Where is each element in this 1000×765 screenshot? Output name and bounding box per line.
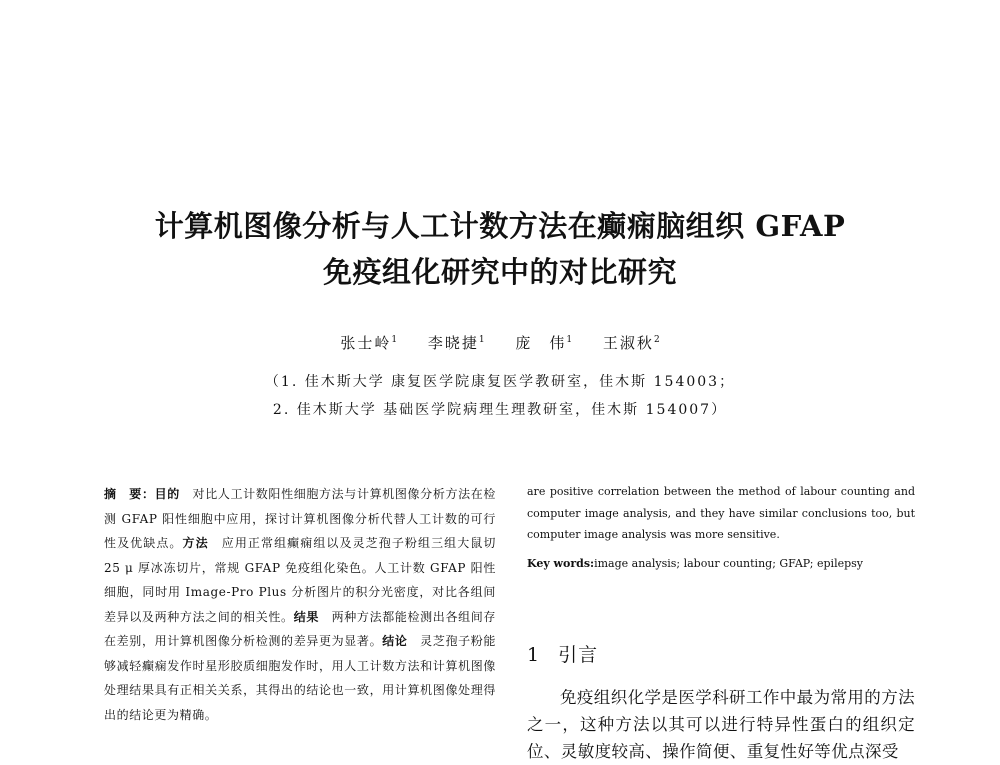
author-name: 王淑秋 (602, 334, 654, 352)
section-number: 1 (527, 644, 541, 666)
conclusion-label: 结论 (382, 634, 408, 648)
section-heading (527, 640, 598, 667)
objective-text: 对比人工计数阳性细胞方法与计算机图像分析方法在检测 GFAP 阳性细胞中应用，探讨计算机图像分析代替人工计数的可行性及优缺点。 (104, 487, 497, 550)
author-name: 庞 伟 (515, 334, 567, 352)
paper-title-line1: 计算机图像分析与人工计数方法在癫痫脑组织 GFAP (154, 209, 846, 243)
author (515, 334, 572, 352)
method-label: 方法 (182, 536, 209, 550)
keywords-text: image analysis; labour counting; GFAP; epilepsy (594, 556, 864, 570)
keywords (527, 553, 915, 575)
author (603, 334, 660, 352)
author-affil-mark: 1 (566, 335, 573, 345)
intro-paragraph: 免疫组织化学是医学科研工作中最为常用的方法之一，这种方法以其可以进行特异性蛋白的组织定位、灵敏度较高、操作简便、重复性好等优点深受 (527, 688, 915, 761)
author-name: 张士岭 (340, 334, 392, 352)
author-affil-mark: 1 (478, 335, 485, 345)
result-text: 两种方法都能检测出各组间存在差别，用计算机图像分析检测的差异更为显著。 (104, 609, 496, 648)
author-affil-mark: 2 (653, 335, 660, 345)
conclusion-text: 灵芝孢子粉能够减轻癫痫发作时星形胶质细胞发作时，用人工计数方法和计算机图像处理结果具有正相关关系，其得出的结论也一致，用计算机图像处理得出的结论更为精确。 (104, 634, 497, 722)
method-text: 应用正常组癫痫组以及灵芝孢子粉组三组大鼠切 25 μ 厚冰冻切片，常规 GFAP 免疫组化染色。人工计数 GFAP 阳性细胞，同时用 Image-Pro Plus 分析图片的积分光密度，对比各组间差异以及两种方法之间的相关性。 (104, 536, 497, 624)
keywords-label: Key words: (527, 556, 595, 570)
affiliation-1: （1. 佳木斯大学 康复医学院康复医学教研室，佳木斯 154003； (264, 374, 736, 390)
objective-label: 目的 (154, 487, 180, 501)
result-label: 结果 (293, 609, 319, 624)
author (340, 334, 397, 352)
author-affil-mark: 1 (391, 335, 398, 345)
chinese-abstract (104, 482, 496, 727)
english-abstract-tail: are positive correlation between the method of labour counting and computer image analysis, and they have similar conclusions too, but computer image analysis was more sensitive. (527, 485, 915, 541)
author-name: 李晓捷 (427, 334, 479, 352)
author (428, 334, 485, 352)
english-abstract-column (527, 481, 915, 574)
section-title: 引言 (558, 644, 599, 666)
paper-title-line2: 免疫组化研究中的对比研究 (322, 255, 677, 289)
affiliation-2: 2. 佳木斯大学 基础医学院病理生理教研室，佳木斯 154007） (272, 402, 728, 418)
abstract-label: 摘 要： (104, 487, 155, 501)
author-list (0, 332, 1000, 353)
